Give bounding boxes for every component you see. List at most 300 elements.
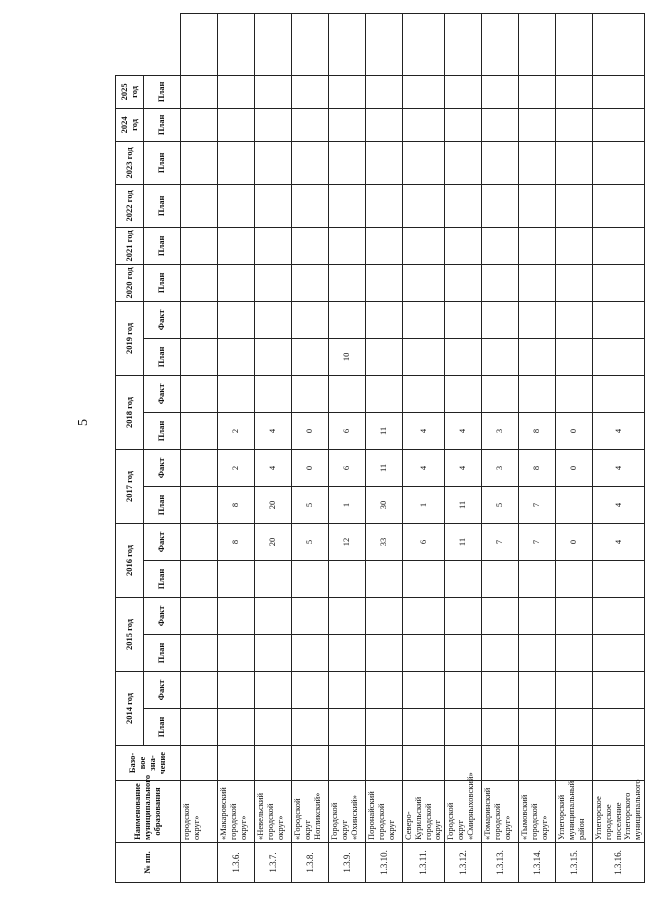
value-cell bbox=[445, 301, 482, 338]
value-cell bbox=[181, 449, 218, 486]
value-cell bbox=[519, 14, 556, 76]
value-cell: 6 bbox=[329, 412, 366, 449]
value-cell bbox=[292, 338, 329, 375]
value-cell bbox=[366, 141, 403, 184]
row-number bbox=[181, 843, 218, 883]
value-cell: 0 bbox=[556, 449, 593, 486]
value-cell bbox=[593, 338, 645, 375]
plan-fact-table bbox=[115, 13, 645, 883]
value-cell: 4 bbox=[403, 449, 445, 486]
row-number: 1.3.7. bbox=[255, 843, 292, 883]
base-value-cell bbox=[556, 746, 593, 781]
base-value-cell bbox=[403, 746, 445, 781]
value-cell bbox=[482, 301, 519, 338]
value-cell bbox=[593, 671, 645, 708]
value-cell bbox=[556, 560, 593, 597]
value-cell bbox=[366, 375, 403, 412]
municipality-name: «Тымовский городской округ» bbox=[519, 781, 556, 843]
value-cell: 6 bbox=[329, 449, 366, 486]
value-cell bbox=[292, 375, 329, 412]
value-cell bbox=[181, 301, 218, 338]
value-cell bbox=[556, 338, 593, 375]
header-row-years bbox=[116, 14, 144, 883]
value-cell: 7 bbox=[482, 523, 519, 560]
header-subcolumn: Факт bbox=[144, 301, 181, 338]
value-cell bbox=[255, 301, 292, 338]
value-cell bbox=[329, 301, 366, 338]
value-cell bbox=[556, 108, 593, 141]
table-row bbox=[181, 14, 218, 883]
value-cell bbox=[593, 184, 645, 227]
value-cell bbox=[366, 75, 403, 108]
value-cell bbox=[255, 338, 292, 375]
value-cell: 20 bbox=[255, 486, 292, 523]
value-cell bbox=[181, 486, 218, 523]
value-cell bbox=[329, 14, 366, 76]
value-cell: 1 bbox=[329, 486, 366, 523]
value-cell bbox=[329, 597, 366, 634]
municipality-name: Поронайский городской округ bbox=[366, 781, 403, 843]
table-row bbox=[519, 14, 556, 883]
value-cell bbox=[181, 338, 218, 375]
base-value-cell bbox=[329, 746, 366, 781]
header-subcolumn: План bbox=[144, 141, 181, 184]
value-cell bbox=[403, 14, 445, 76]
value-cell bbox=[445, 264, 482, 301]
row-number: 1.3.9. bbox=[329, 843, 366, 883]
value-cell bbox=[403, 301, 445, 338]
value-cell bbox=[292, 14, 329, 76]
header-subcolumn: План bbox=[144, 184, 181, 227]
value-cell bbox=[403, 338, 445, 375]
value-cell bbox=[482, 709, 519, 746]
base-value-cell bbox=[181, 746, 218, 781]
table-row bbox=[403, 14, 445, 883]
value-cell bbox=[255, 141, 292, 184]
value-cell bbox=[329, 108, 366, 141]
header-base-value: Базо- вое зна- чение bbox=[116, 746, 181, 781]
value-cell bbox=[181, 227, 218, 264]
value-cell bbox=[403, 634, 445, 671]
value-cell: 4 bbox=[403, 412, 445, 449]
municipality-name: «Городской округ Ногликский» bbox=[292, 781, 329, 843]
value-cell: 0 bbox=[292, 412, 329, 449]
base-value-cell bbox=[482, 746, 519, 781]
value-cell bbox=[218, 264, 255, 301]
value-cell: 8 bbox=[519, 412, 556, 449]
value-cell bbox=[556, 375, 593, 412]
value-cell bbox=[218, 14, 255, 76]
value-cell bbox=[519, 634, 556, 671]
municipality-name: Углегорский муниципальный район bbox=[556, 781, 593, 843]
value-cell bbox=[445, 634, 482, 671]
value-cell bbox=[218, 75, 255, 108]
table-row bbox=[445, 14, 482, 883]
value-cell: 20 bbox=[255, 523, 292, 560]
value-cell bbox=[593, 141, 645, 184]
value-cell bbox=[519, 671, 556, 708]
value-cell bbox=[292, 264, 329, 301]
table-row bbox=[556, 14, 593, 883]
value-cell bbox=[181, 108, 218, 141]
value-cell: 2 bbox=[218, 412, 255, 449]
table-row bbox=[292, 14, 329, 883]
value-cell bbox=[292, 227, 329, 264]
value-cell: 10 bbox=[329, 338, 366, 375]
value-cell bbox=[403, 108, 445, 141]
row-number: 1.3.15. bbox=[556, 843, 593, 883]
value-cell bbox=[445, 141, 482, 184]
value-cell bbox=[329, 75, 366, 108]
base-value-cell bbox=[445, 746, 482, 781]
value-cell: 0 bbox=[292, 449, 329, 486]
header-subcolumn: Факт bbox=[144, 449, 181, 486]
value-cell bbox=[255, 108, 292, 141]
value-cell bbox=[519, 184, 556, 227]
value-cell bbox=[403, 75, 445, 108]
value-cell bbox=[519, 709, 556, 746]
value-cell bbox=[482, 634, 519, 671]
row-number: 1.3.11. bbox=[403, 843, 445, 883]
value-cell bbox=[329, 141, 366, 184]
value-cell: 4 bbox=[445, 412, 482, 449]
value-cell bbox=[519, 227, 556, 264]
value-cell bbox=[482, 227, 519, 264]
value-cell: 12 bbox=[329, 523, 366, 560]
value-cell: 1 bbox=[403, 486, 445, 523]
page-number: 5 bbox=[76, 419, 91, 426]
value-cell bbox=[181, 597, 218, 634]
value-cell: 8 bbox=[218, 486, 255, 523]
value-cell bbox=[403, 709, 445, 746]
value-cell bbox=[519, 141, 556, 184]
value-cell bbox=[519, 560, 556, 597]
value-cell bbox=[366, 560, 403, 597]
value-cell: 4 bbox=[593, 523, 645, 560]
value-cell bbox=[366, 14, 403, 76]
value-cell bbox=[556, 184, 593, 227]
value-cell bbox=[403, 264, 445, 301]
value-cell bbox=[218, 338, 255, 375]
value-cell bbox=[403, 375, 445, 412]
municipality-name: «Томаринский городской округ» bbox=[482, 781, 519, 843]
value-cell bbox=[482, 108, 519, 141]
value-cell bbox=[255, 597, 292, 634]
value-cell bbox=[218, 141, 255, 184]
value-cell: 11 bbox=[366, 449, 403, 486]
value-cell bbox=[255, 560, 292, 597]
value-cell bbox=[366, 709, 403, 746]
value-cell: 5 bbox=[292, 486, 329, 523]
value-cell bbox=[218, 184, 255, 227]
municipality-name: Северо-Курильский городской округ bbox=[403, 781, 445, 843]
value-cell bbox=[329, 264, 366, 301]
base-value-cell bbox=[366, 746, 403, 781]
value-cell bbox=[445, 709, 482, 746]
value-cell bbox=[181, 264, 218, 301]
value-cell bbox=[366, 671, 403, 708]
value-cell bbox=[445, 14, 482, 76]
value-cell bbox=[556, 264, 593, 301]
base-value-cell bbox=[593, 746, 645, 781]
value-cell bbox=[482, 560, 519, 597]
header-subcolumn: Факт bbox=[144, 597, 181, 634]
value-cell bbox=[181, 375, 218, 412]
header-year: 2016 год bbox=[116, 523, 144, 597]
value-cell: 3 bbox=[482, 412, 519, 449]
value-cell bbox=[329, 375, 366, 412]
value-cell bbox=[255, 184, 292, 227]
value-cell bbox=[403, 141, 445, 184]
value-cell bbox=[329, 184, 366, 227]
value-cell bbox=[329, 671, 366, 708]
value-cell: 5 bbox=[482, 486, 519, 523]
value-cell bbox=[218, 709, 255, 746]
value-cell bbox=[255, 264, 292, 301]
header-subcolumn: План bbox=[144, 560, 181, 597]
value-cell: 3 bbox=[482, 449, 519, 486]
value-cell bbox=[292, 560, 329, 597]
header-year: 2025 год bbox=[116, 75, 144, 108]
value-cell bbox=[556, 709, 593, 746]
value-cell bbox=[403, 560, 445, 597]
value-cell bbox=[445, 227, 482, 264]
value-cell bbox=[403, 597, 445, 634]
value-cell bbox=[292, 671, 329, 708]
value-cell bbox=[218, 108, 255, 141]
header-subcolumn: План bbox=[144, 108, 181, 141]
value-cell bbox=[445, 671, 482, 708]
value-cell: 0 bbox=[556, 523, 593, 560]
value-cell bbox=[403, 227, 445, 264]
value-cell bbox=[218, 375, 255, 412]
value-cell: 4 bbox=[255, 449, 292, 486]
value-cell bbox=[445, 75, 482, 108]
value-cell: 5 bbox=[292, 523, 329, 560]
value-cell bbox=[482, 375, 519, 412]
value-cell bbox=[593, 227, 645, 264]
value-cell bbox=[292, 709, 329, 746]
table-row bbox=[482, 14, 519, 883]
row-number: 1.3.13. bbox=[482, 843, 519, 883]
value-cell bbox=[329, 709, 366, 746]
value-cell bbox=[366, 184, 403, 227]
header-year: 2019 год bbox=[116, 301, 144, 375]
value-cell bbox=[445, 375, 482, 412]
header-subcolumn: План bbox=[144, 75, 181, 108]
header-subcolumn: Факт bbox=[144, 375, 181, 412]
value-cell bbox=[445, 560, 482, 597]
value-cell: 8 bbox=[218, 523, 255, 560]
value-cell bbox=[366, 264, 403, 301]
value-cell bbox=[593, 108, 645, 141]
value-cell bbox=[366, 634, 403, 671]
value-cell: 2 bbox=[218, 449, 255, 486]
value-cell bbox=[403, 184, 445, 227]
header-subcolumn: План bbox=[144, 486, 181, 523]
value-cell bbox=[519, 597, 556, 634]
municipality-name: Городской округ «Смирныховский» bbox=[445, 781, 482, 843]
value-cell bbox=[218, 634, 255, 671]
value-cell bbox=[181, 709, 218, 746]
value-cell bbox=[255, 14, 292, 76]
header-subcolumn: План bbox=[144, 264, 181, 301]
value-cell bbox=[482, 75, 519, 108]
header-year: 2015 год bbox=[116, 597, 144, 671]
value-cell bbox=[181, 184, 218, 227]
value-cell bbox=[255, 671, 292, 708]
value-cell: 8 bbox=[519, 449, 556, 486]
header-year: 2018 год bbox=[116, 375, 144, 449]
value-cell bbox=[181, 634, 218, 671]
header-year: 2020 год bbox=[116, 264, 144, 301]
value-cell: 4 bbox=[593, 412, 645, 449]
table-body bbox=[181, 14, 645, 883]
header-year: 2021 год bbox=[116, 227, 144, 264]
value-cell bbox=[181, 671, 218, 708]
value-cell bbox=[329, 560, 366, 597]
municipality-name: Углегорское городское поселение Углегорского муниципального bbox=[593, 781, 645, 843]
value-cell bbox=[556, 75, 593, 108]
table-row bbox=[329, 14, 366, 883]
base-value-cell bbox=[292, 746, 329, 781]
row-number: 1.3.12. bbox=[445, 843, 482, 883]
header-subcolumn: Факт bbox=[144, 523, 181, 560]
value-cell bbox=[181, 14, 218, 76]
base-value-cell bbox=[519, 746, 556, 781]
municipality-name: «Невельский городской округ» bbox=[255, 781, 292, 843]
table-row bbox=[255, 14, 292, 883]
value-cell bbox=[556, 14, 593, 76]
value-cell bbox=[593, 709, 645, 746]
row-number: 1.3.14. bbox=[519, 843, 556, 883]
value-cell bbox=[255, 227, 292, 264]
value-cell bbox=[255, 75, 292, 108]
value-cell bbox=[482, 338, 519, 375]
value-cell: 30 bbox=[366, 486, 403, 523]
row-number: 1.3.16. bbox=[593, 843, 645, 883]
value-cell bbox=[366, 597, 403, 634]
value-cell bbox=[482, 141, 519, 184]
value-cell bbox=[556, 141, 593, 184]
value-cell bbox=[445, 338, 482, 375]
value-cell bbox=[445, 184, 482, 227]
value-cell bbox=[255, 709, 292, 746]
header-subcolumn: План bbox=[144, 412, 181, 449]
value-cell bbox=[556, 634, 593, 671]
value-cell bbox=[329, 227, 366, 264]
table-row bbox=[366, 14, 403, 883]
value-cell bbox=[445, 108, 482, 141]
value-cell bbox=[593, 375, 645, 412]
header-year: 2022 год bbox=[116, 184, 144, 227]
municipality-name: городской округ» bbox=[181, 781, 218, 843]
municipality-name: Городской округ «Охинский» bbox=[329, 781, 366, 843]
header-subcolumn: План bbox=[144, 709, 181, 746]
value-cell bbox=[403, 671, 445, 708]
value-cell bbox=[556, 597, 593, 634]
value-cell bbox=[593, 14, 645, 76]
header-name: Наименование муниципального образования bbox=[116, 781, 181, 843]
value-cell bbox=[255, 375, 292, 412]
value-cell bbox=[519, 108, 556, 141]
value-cell bbox=[218, 560, 255, 597]
value-cell bbox=[482, 184, 519, 227]
value-cell bbox=[366, 338, 403, 375]
municipality-name: «Макаровский городской округ» bbox=[218, 781, 255, 843]
value-cell bbox=[556, 301, 593, 338]
value-cell bbox=[593, 75, 645, 108]
value-cell bbox=[593, 301, 645, 338]
row-number: 1.3.8. bbox=[292, 843, 329, 883]
value-cell bbox=[556, 227, 593, 264]
table-row bbox=[593, 14, 645, 883]
value-cell: 7 bbox=[519, 486, 556, 523]
value-cell bbox=[593, 560, 645, 597]
header-subcolumn: Факт bbox=[144, 671, 181, 708]
value-cell bbox=[366, 227, 403, 264]
row-number: 1.3.6. bbox=[218, 843, 255, 883]
header-year: 2014 год bbox=[116, 671, 144, 745]
value-cell bbox=[519, 264, 556, 301]
value-cell: 4 bbox=[445, 449, 482, 486]
value-cell: 4 bbox=[255, 412, 292, 449]
value-cell bbox=[556, 671, 593, 708]
row-number: 1.3.10. bbox=[366, 843, 403, 883]
table-row bbox=[218, 14, 255, 883]
value-cell bbox=[292, 108, 329, 141]
header-subcolumn: План bbox=[144, 634, 181, 671]
value-cell bbox=[366, 301, 403, 338]
value-cell bbox=[292, 301, 329, 338]
header-subcolumn: План bbox=[144, 338, 181, 375]
value-cell: 11 bbox=[445, 523, 482, 560]
value-cell bbox=[482, 264, 519, 301]
value-cell bbox=[329, 634, 366, 671]
value-cell: 7 bbox=[519, 523, 556, 560]
value-cell bbox=[593, 634, 645, 671]
header-num: № пп. bbox=[116, 843, 181, 883]
value-cell: 4 bbox=[593, 449, 645, 486]
value-cell bbox=[366, 108, 403, 141]
value-cell bbox=[519, 301, 556, 338]
value-cell bbox=[255, 634, 292, 671]
value-cell bbox=[292, 634, 329, 671]
value-cell: 4 bbox=[593, 486, 645, 523]
base-value-cell bbox=[255, 746, 292, 781]
value-cell bbox=[218, 301, 255, 338]
value-cell bbox=[181, 412, 218, 449]
value-cell bbox=[218, 671, 255, 708]
value-cell bbox=[593, 264, 645, 301]
value-cell bbox=[556, 486, 593, 523]
value-cell bbox=[218, 597, 255, 634]
value-cell: 11 bbox=[445, 486, 482, 523]
value-cell bbox=[482, 671, 519, 708]
rotated-table-container bbox=[115, 13, 643, 883]
value-cell bbox=[292, 75, 329, 108]
value-cell bbox=[519, 75, 556, 108]
value-cell bbox=[445, 597, 482, 634]
header-year: 2017 год bbox=[116, 449, 144, 523]
value-cell bbox=[181, 560, 218, 597]
header-year: 2023 год bbox=[116, 141, 144, 184]
value-cell bbox=[181, 523, 218, 560]
value-cell: 33 bbox=[366, 523, 403, 560]
value-cell bbox=[181, 141, 218, 184]
value-cell bbox=[292, 597, 329, 634]
value-cell bbox=[482, 597, 519, 634]
